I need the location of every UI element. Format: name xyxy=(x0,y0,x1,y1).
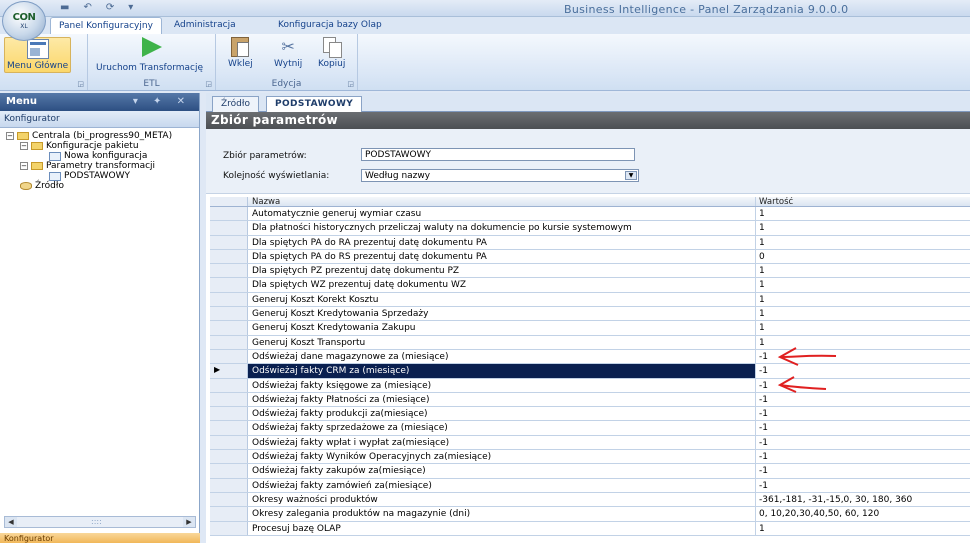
row-indicator[interactable] xyxy=(210,507,248,520)
table-row[interactable] xyxy=(210,450,970,464)
parameter-name-cell[interactable]: Odświeżaj fakty zakupów za(miesiące) xyxy=(248,464,756,477)
parameter-value-cell[interactable]: 1 xyxy=(759,223,765,234)
title-bar xyxy=(0,0,970,17)
table-row[interactable] xyxy=(210,278,970,292)
table-row[interactable] xyxy=(210,364,970,378)
scissors-icon: ✂ xyxy=(281,37,295,56)
tree-node-label: Parametry transformacji xyxy=(46,161,156,171)
left-navigation-pane xyxy=(0,93,200,543)
table-row[interactable] xyxy=(210,221,970,235)
parameter-value-cell[interactable]: -1 xyxy=(759,380,768,391)
parameter-name-cell[interactable]: Dla spiętych PZ prezentuj datę dokumentu PZ xyxy=(248,264,756,277)
display-order-select[interactable] xyxy=(361,169,639,182)
tree-node-label: PODSTAWOWY xyxy=(64,171,130,181)
row-indicator[interactable] xyxy=(210,421,248,434)
parameter-name-cell[interactable]: Okresy zalegania produktów na magazynie (dni) xyxy=(248,507,756,520)
parameter-value-cell[interactable]: 1 xyxy=(759,266,765,277)
ribbon xyxy=(0,34,970,91)
row-indicator[interactable] xyxy=(210,522,248,535)
parameter-form xyxy=(206,129,970,194)
menu-header xyxy=(0,93,199,111)
row-indicator[interactable] xyxy=(210,479,248,492)
row-indicator-header xyxy=(210,197,248,206)
wytnij-label: Wytnij xyxy=(274,59,303,69)
parameter-name-cell[interactable]: Odświeżaj fakty CRM za (miesiące) xyxy=(248,364,756,377)
logo-text-bottom: XL xyxy=(20,22,28,30)
group-launcher-icon[interactable]: ◲ xyxy=(205,80,212,88)
parameter-name-cell[interactable]: Generuj Koszt Transportu xyxy=(248,336,756,349)
parameter-value-cell[interactable]: 1 xyxy=(759,280,765,291)
table-row[interactable] xyxy=(210,236,970,250)
parameter-name-cell[interactable]: Dla spiętych PA do RS prezentuj datę dokumentu PA xyxy=(248,250,756,263)
database-icon xyxy=(20,182,32,190)
group-launcher-icon[interactable]: ◲ xyxy=(77,80,84,88)
parameter-value-cell[interactable]: -1 xyxy=(759,409,768,420)
parameter-value-cell[interactable]: 1 xyxy=(759,309,765,320)
parameter-set-icon xyxy=(49,172,61,181)
scroll-right-icon[interactable]: ▶ xyxy=(183,517,195,527)
parameter-name-cell[interactable]: Generuj Koszt Kredytowania Zakupu xyxy=(248,321,756,334)
parameter-name-cell[interactable]: Odświeżaj fakty produkcji za(miesiące) xyxy=(248,407,756,420)
copy-icon xyxy=(323,37,341,57)
table-row[interactable] xyxy=(210,421,970,435)
parameter-value-cell[interactable]: -1 xyxy=(759,423,768,434)
column-header-wartosc[interactable]: Wartość xyxy=(759,197,794,206)
parameter-name-cell[interactable]: Procesuj bazę OLAP xyxy=(248,522,756,535)
row-indicator[interactable] xyxy=(210,450,248,463)
parameter-name-cell[interactable]: Odświeżaj dane magazynowe za (miesiące) xyxy=(248,350,756,363)
table-row[interactable] xyxy=(210,293,970,307)
parameter-value-cell[interactable]: 1 xyxy=(759,337,765,348)
parameter-name-cell[interactable]: Odświeżaj fakty sprzedażowe za (miesiące) xyxy=(248,421,756,434)
parameter-value-cell[interactable]: 1 xyxy=(759,523,765,534)
parameter-value-cell[interactable]: 1 xyxy=(759,209,765,219)
parameter-value-cell[interactable]: -1 xyxy=(759,452,768,463)
grid-body xyxy=(210,207,970,536)
tree-node-label: Centrala (bi_progress90_META) xyxy=(32,131,173,141)
parameter-value-cell[interactable]: -1 xyxy=(759,351,768,362)
table-row[interactable] xyxy=(210,493,970,507)
param-set-input[interactable]: PODSTAWOWY xyxy=(361,148,635,161)
undo-icon[interactable]: ↶ xyxy=(83,2,92,13)
scroll-left-icon[interactable]: ◀ xyxy=(5,517,17,527)
parameter-value-cell[interactable]: 0, 10,20,30,40,50, 60, 120 xyxy=(759,509,880,520)
grid-header xyxy=(210,197,970,207)
window-title: Business Intelligence - Panel Zarządzania 9.0.0.0 xyxy=(564,3,849,16)
document-tabs xyxy=(206,93,970,112)
group-label-edycja: Edycja xyxy=(271,79,302,89)
konfigurator-header[interactable]: Konfigurator xyxy=(0,111,199,128)
ribbon-group-etl xyxy=(88,34,216,90)
parameter-value-cell[interactable]: 1 xyxy=(759,323,765,334)
tree-node-label: Źródło xyxy=(35,181,64,191)
ribbon-group-edycja xyxy=(216,34,358,90)
tree-node-zrodlo[interactable] xyxy=(6,181,199,191)
parameter-name-cell[interactable]: Dla spiętych PA do RA prezentuj datę dokumentu PA xyxy=(248,236,756,249)
group-launcher-icon[interactable]: ◲ xyxy=(347,80,354,88)
parameter-name-cell[interactable]: Odświeżaj fakty wpłat i wypłat za(miesiące) xyxy=(248,436,756,449)
row-indicator[interactable] xyxy=(210,336,248,349)
parameter-value-cell[interactable]: -1 xyxy=(759,366,768,377)
table-row[interactable] xyxy=(210,379,970,393)
parameter-name-cell[interactable]: Automatycznie generuj wymiar czasu xyxy=(248,207,756,220)
parameter-value-cell[interactable]: -1 xyxy=(759,480,768,491)
row-indicator[interactable] xyxy=(210,379,248,392)
row-indicator[interactable] xyxy=(210,264,248,277)
tree-node-podstawowy[interactable] xyxy=(6,171,199,181)
collapse-icon[interactable]: − xyxy=(21,162,27,170)
group-label-etl: ETL xyxy=(143,79,160,89)
parameter-name-cell[interactable]: Odświeżaj fakty zamówień za(miesiące) xyxy=(248,479,756,492)
horizontal-scrollbar[interactable] xyxy=(4,516,196,528)
row-indicator[interactable] xyxy=(210,464,248,477)
parameter-value-cell[interactable]: 0 xyxy=(759,251,765,262)
table-row[interactable] xyxy=(210,321,970,335)
parameter-name-cell[interactable]: Odświeżaj fakty księgowe za (miesiące) xyxy=(248,379,756,392)
row-indicator[interactable] xyxy=(210,350,248,363)
parameter-name-cell[interactable]: Dla płatności historycznych przeliczaj waluty na dokumencie po kursie systemowym xyxy=(248,221,756,234)
row-indicator[interactable] xyxy=(210,364,248,377)
row-indicator[interactable] xyxy=(210,278,248,291)
main-content xyxy=(206,93,970,543)
wklej-button[interactable] xyxy=(228,37,253,69)
parameter-value-cell[interactable]: 1 xyxy=(759,237,765,248)
tree-node-label: Konfiguracje pakietu xyxy=(46,141,139,151)
table-row[interactable] xyxy=(210,407,970,421)
parameter-name-cell[interactable]: Generuj Koszt Korekt Kosztu xyxy=(248,293,756,306)
kopiuj-label: Kopiuj xyxy=(318,59,346,69)
parameter-value-cell[interactable]: -1 xyxy=(759,394,768,405)
menu-glowne-button[interactable] xyxy=(4,37,71,73)
row-indicator[interactable] xyxy=(210,236,248,249)
paste-icon xyxy=(231,37,249,57)
table-row[interactable] xyxy=(210,207,970,221)
logo-text-top: CON xyxy=(12,11,36,23)
play-icon xyxy=(142,37,162,57)
row-indicator[interactable] xyxy=(210,436,248,449)
konfigurator-nav-button[interactable]: Konfigurator xyxy=(0,533,200,543)
folder-icon xyxy=(17,132,29,140)
menu-title: Menu xyxy=(6,96,37,107)
save-icon[interactable]: ▬ xyxy=(60,2,70,13)
tab-konfiguracja-bazy-olap[interactable]: Konfiguracja bazy Olap xyxy=(278,20,382,30)
parameter-name-cell[interactable]: Odświeżaj fakty Płatności za (miesiące) xyxy=(248,393,756,406)
table-row[interactable] xyxy=(210,436,970,450)
row-indicator[interactable] xyxy=(210,393,248,406)
table-row[interactable] xyxy=(210,522,970,536)
ribbon-group-menu xyxy=(0,34,88,90)
customize-qat-icon[interactable]: ▾ xyxy=(128,2,134,13)
row-indicator[interactable] xyxy=(210,293,248,306)
table-row[interactable] xyxy=(210,464,970,478)
tab-panel-konfiguracyjny[interactable]: Panel Konfiguracyjny xyxy=(50,17,162,34)
row-indicator[interactable] xyxy=(210,250,248,263)
table-row[interactable] xyxy=(210,250,970,264)
doc-tab-podstawowy[interactable]: PODSTAWOWY xyxy=(266,96,362,112)
row-indicator[interactable] xyxy=(210,307,248,320)
refresh-icon[interactable]: ⟳ xyxy=(105,2,115,13)
table-row[interactable] xyxy=(210,336,970,350)
configuration-icon xyxy=(49,152,61,161)
folder-icon xyxy=(31,142,43,150)
parameter-value-cell[interactable]: 1 xyxy=(759,294,765,305)
table-row[interactable] xyxy=(210,350,970,364)
parameter-name-cell[interactable]: Okresy ważności produktów xyxy=(248,493,756,506)
ribbon-tabs xyxy=(0,17,970,34)
app-logo-button[interactable] xyxy=(2,1,46,41)
row-indicator[interactable] xyxy=(210,321,248,334)
scroll-grip-icon[interactable]: :::: xyxy=(91,517,102,526)
parameter-value-cell[interactable]: -1 xyxy=(759,466,768,477)
folder-icon xyxy=(31,162,43,170)
collapse-icon[interactable]: − xyxy=(7,132,13,140)
tree-node-centrala[interactable] xyxy=(6,131,199,141)
tab-administracja[interactable]: Administracja xyxy=(174,20,236,30)
table-row[interactable] xyxy=(210,393,970,407)
tree-node-label: Nowa konfiguracja xyxy=(64,151,148,161)
tree-node-parametry-transformacji[interactable] xyxy=(6,161,199,171)
wytnij-button[interactable] xyxy=(274,37,302,69)
tree-node-konfiguracje-pakietu[interactable] xyxy=(6,141,199,151)
table-row[interactable] xyxy=(210,307,970,321)
parameter-name-cell[interactable]: Dla spiętych WZ prezentuj datę dokumentu WZ xyxy=(248,278,756,291)
row-indicator[interactable] xyxy=(210,221,248,234)
parameter-name-cell[interactable]: Generuj Koszt Kredytowania Sprzedaży xyxy=(248,307,756,320)
wklej-label: Wklej xyxy=(228,59,253,69)
tree-node-nowa-konfiguracja[interactable] xyxy=(6,151,199,161)
parameter-name-cell[interactable]: Odświeżaj fakty Wyników Operacyjnych za(miesiące) xyxy=(248,450,756,463)
row-indicator[interactable] xyxy=(210,493,248,506)
uruchom-transformacje-button[interactable] xyxy=(96,37,203,73)
menu-icon xyxy=(27,39,49,59)
section-title: Zbiór parametrów xyxy=(206,112,970,129)
config-tree xyxy=(0,128,199,191)
kopiuj-button[interactable] xyxy=(318,37,345,69)
parameters-grid xyxy=(210,197,970,536)
table-row[interactable] xyxy=(210,479,970,493)
column-header-nazwa[interactable]: Nazwa xyxy=(248,197,756,206)
table-row[interactable] xyxy=(210,264,970,278)
row-indicator[interactable] xyxy=(210,407,248,420)
collapse-icon[interactable]: − xyxy=(21,142,27,150)
uruchom-transformacje-label: Uruchom Transformację xyxy=(96,63,204,73)
table-row[interactable] xyxy=(210,507,970,521)
param-set-label: Zbiór parametrów: xyxy=(223,151,307,161)
pane-pin-icons[interactable]: ▾ ✦ ✕ xyxy=(132,96,191,107)
parameter-value-cell[interactable]: -1 xyxy=(759,437,768,448)
parameter-value-cell[interactable]: -361,-181, -31,-15,0, 30, 180, 360 xyxy=(759,494,913,505)
menu-glowne-label: Menu Główne xyxy=(7,61,69,71)
row-indicator[interactable] xyxy=(210,207,248,220)
display-order-value: Według nazwy xyxy=(365,171,431,181)
display-order-label: Kolejność wyświetlania: xyxy=(223,171,330,181)
quick-access-toolbar xyxy=(60,2,133,13)
chevron-down-icon[interactable]: ▼ xyxy=(625,171,637,180)
doc-tab-zrodlo[interactable]: Źródło xyxy=(212,96,259,112)
